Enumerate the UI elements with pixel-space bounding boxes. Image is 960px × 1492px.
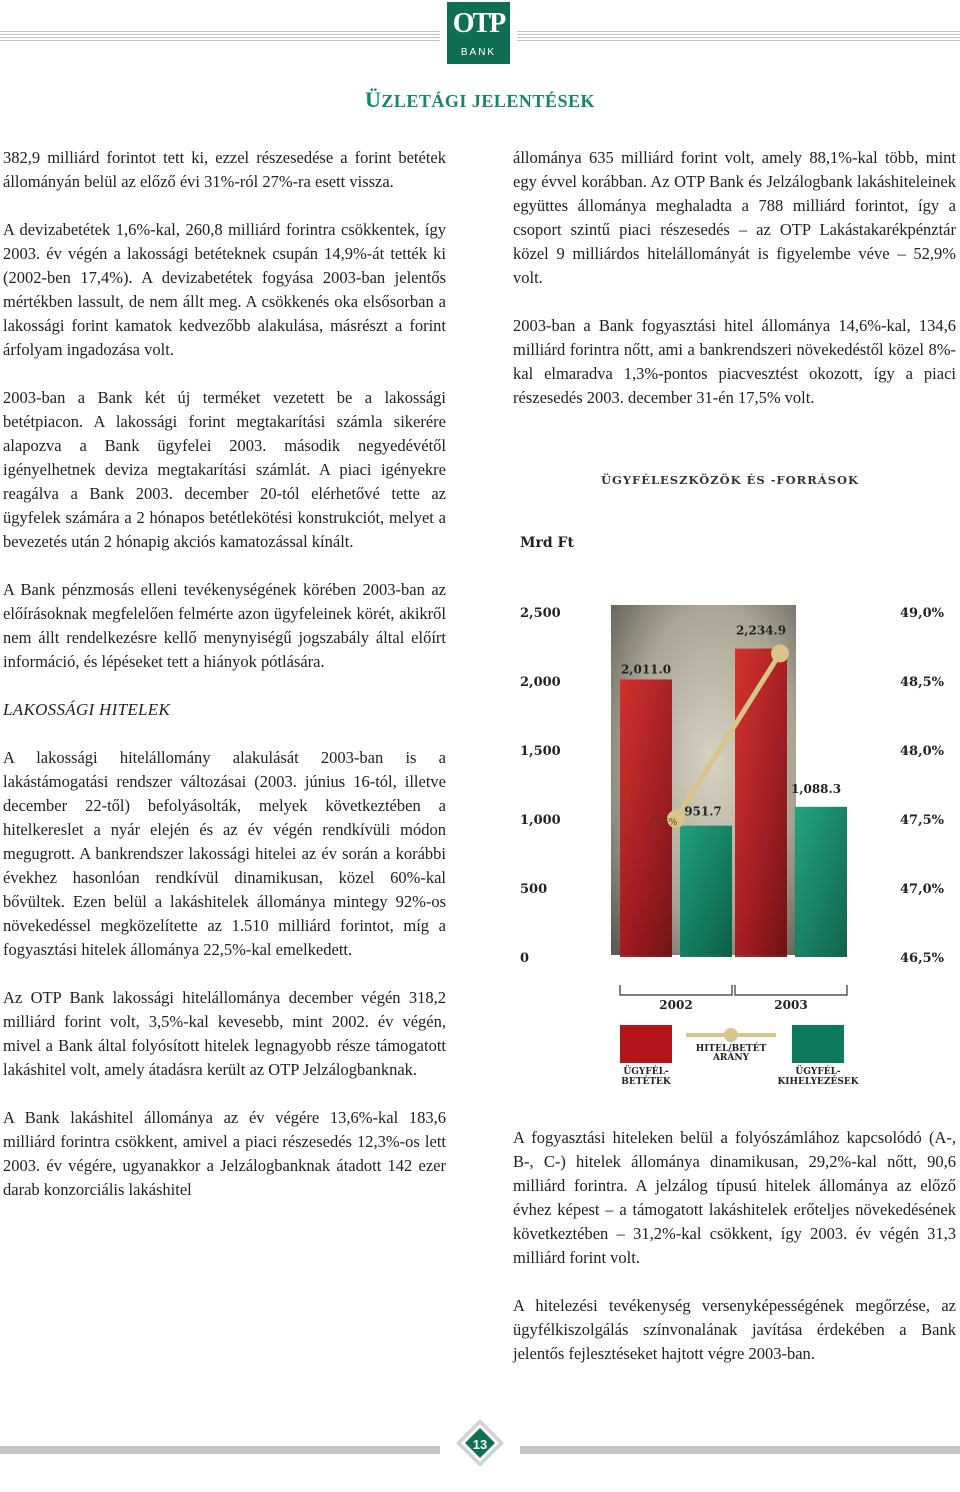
y2-tick-label: 49,0%: [899, 606, 944, 621]
legend-label: KIHELYEZÉSEK: [777, 1077, 859, 1087]
chart-title: ÜGYFÉLESZKÖZÖK ÉS -FORRÁSOK: [600, 473, 860, 487]
ratio-point: [771, 644, 789, 662]
legend-point-ratio: [724, 1028, 738, 1042]
paragraph: A devizabetétek 1,6%-kal, 260,8 milliárd forintra csökkentek, így 2003. év végén a lakossági betéteknek csupán 14,9%-át tették ki (2002-ben 17,4%). A devizabetétek fogyása 2003-ban jelentős mértékben lassult, de nem állt meg. A csökkenés oka elsősorban a lakossági forint kamatok kedvezőbb alakulása, másrészt a forint árfolyam ingadozása volt.: [3, 220, 446, 359]
y-axis-label: Mrd Ft: [520, 535, 574, 551]
logo-monogram: OTP: [452, 8, 505, 39]
x-tick-label: 2003: [774, 998, 808, 1012]
y-tick-label: 0: [520, 951, 530, 966]
page-number: 13: [472, 1437, 488, 1452]
legend-label: BETÉTEK: [621, 1077, 671, 1087]
ratio-label: 48,7%: [795, 644, 825, 655]
legend-label: ÜGYFÉL-: [623, 1067, 669, 1077]
bar-deposits: [735, 649, 787, 957]
y2-tick-label: 47,0%: [899, 882, 944, 897]
legend-swatch-loans: [792, 1025, 844, 1063]
bar-loans: [680, 826, 732, 957]
section-title: ÜZLETÁGI JELENTÉSEK: [365, 87, 595, 112]
otp-bank-logo: [447, 2, 510, 64]
ratio-label: 47,5%: [648, 818, 678, 828]
legend-swatch-deposits: [620, 1025, 672, 1063]
paragraph: A hitelezési tevékenység versenyképességének megőrzése, az ügyfélkiszolgálás színvonalának javítása érdekében a Bank jelentős fejlesztéseket hajtott végre 2003-ban.: [513, 1296, 956, 1363]
x-axis-bracket: [620, 985, 732, 995]
paragraph: 382,9 milliárd forintot tett ki, ezzel részesedése a forint betétek állományán belül az előző évi 31%-ról 27%-ra esett vissza.: [3, 148, 446, 191]
y-tick-label: 500: [520, 882, 548, 897]
legend-label: HITEL/BETÉT: [695, 1044, 767, 1054]
header-rule-right: [517, 29, 960, 41]
y-tick-label: 2,000: [520, 675, 561, 690]
section-heading: LAKOSSÁGI HITELEK: [3, 700, 171, 719]
legend-label: ÜGYFÉL-: [795, 1067, 841, 1077]
y2-tick-label: 48,0%: [899, 744, 944, 759]
paragraph: A lakossági hitelállomány alakulását 2003-ban is a lakástámogatási rendszer változásai (2003. június 16-tól, illetve december 22-től) befolyásolták, melyek következtében a hitelkereslet a nyár elején és az év végén rendkívüli módon megugrott. A bankrendszer lakossági hitelei az év során a korábbi évekhez hasonlóan rendkívül dinamikusan, közel 60%-kal bővültek. Ezen belül a lakáshitelek állománya mintegy 92%-os növekedéssel megközelítette az 1.510 milliárd forintot, míg a fogyasztási hitelek állománya 22,5%-kal emelkedett.: [3, 748, 446, 959]
paragraph: állománya 635 milliárd forint volt, amely 88,1%-kal több, mint egy évvel korábban. Az OTP Bank és Jelzálogbank lakáshiteleinek együttes állománya meghaladta a 788 milliárd forintot, így a csoport szintű piaci részesedés – az OTP Lakástakarékpénztár közel 9 milliárdos hitelállományát is figyelembe véve – 52,9% volt.: [513, 148, 956, 287]
y2-tick-label: 46,5%: [899, 951, 944, 966]
right-column-top: [513, 146, 956, 434]
y-tick-label: 2,500: [520, 606, 561, 621]
legend-label: ARÁNY: [712, 1053, 750, 1063]
bar-value-label: 2,234.9: [735, 623, 787, 638]
x-axis-bracket: [735, 985, 847, 995]
footer-rule-left: [0, 1446, 440, 1454]
footer-rule-right: [520, 1446, 960, 1454]
header-rule-left: [0, 29, 440, 41]
paragraph: 2003-ban a Bank fogyasztási hitel állománya 14,6%-kal, 134,6 milliárd forintra nőtt, ami a bankrendszeri növekedéstől közel 8%-kal elmaradva 1,3%-pontos piacvesztést okozott, így a piaci részesedés 2003. december 31-én 17,5% volt.: [513, 316, 956, 407]
chart: [500, 460, 960, 1100]
right-column-bottom: [513, 1126, 956, 1390]
y2-tick-label: 48,5%: [899, 675, 944, 690]
paragraph: A Bank pénzmosás elleni tevékenységének körében 2003-ban az előírásoknak megfelelően felmérte azon ügyfeleinek körét, akikről nem állt rendelkezésre kellő menynyiségű jogszabály által előírt információ, és lépéseket tett a hiányok pótlására.: [3, 580, 446, 671]
bar-loans: [795, 807, 847, 957]
x-tick-label: 2002: [659, 998, 693, 1012]
paragraph: A fogyasztási hiteleken belül a folyószámlához kapcsolódó (A-, B-, C-) hitelek állománya dinamikusan, 29,2%-kal nőtt, 90,6 milliárd forintra. A jelzálog típusú hitelek állománya az előző évhez képest – a támogatott lakáshitelek erőteljes növekedésének következtében – 31,2%-kal csökkent, így 2003. év végén 31,3 milliárd forint volt.: [513, 1128, 956, 1267]
left-column: [3, 146, 446, 1226]
logo-bank-text: BANK: [460, 47, 497, 58]
bar-value-label: 951.7: [684, 804, 722, 819]
y-tick-label: 1,500: [520, 744, 561, 759]
paragraph: A Bank lakáshitel állománya az év végére 13,6%-kal 183,6 milliárd forintra csökkent, amivel a piaci részesedés 12,3%-os lett 2003. év végére, ugyanakkor a Jelzálogbanknak átadott 142 ezer darab konzorciális lakáshitel: [3, 1108, 446, 1199]
y-tick-label: 1,000: [520, 813, 561, 828]
bar-value-label: 1,088.3: [790, 781, 842, 796]
bar-value-label: 2,011.0: [620, 662, 672, 677]
paragraph: 2003-ban a Bank két új terméket vezetett be a lakossági betétpiacon. A lakossági forint megtakarítási számla sikerére alapozva a Bank ügyfelei 2003. második negyedévétől igényelhetnek deviza megtakarítási számlát. A piaci igényekre reagálva a Bank 2003. december 20-tól elérhetővé tette az ügyfelek számára a 2 hónapos betétlekötési konstrukciót, melyet a bevezetés után 2 hónapig akciós kamatozással kínált.: [3, 388, 446, 551]
paragraph: Az OTP Bank lakossági hitelállománya december végén 318,2 milliárd forint volt, 3,5%-kal kevesebb, mint 2002. év végén, mivel a Bank által folyósított hitelek legnagyobb része támogatott lakáshitel volt, amely átadásra került az OTP Jelzálogbanknak.: [3, 988, 446, 1079]
y2-tick-label: 47,5%: [899, 813, 944, 828]
